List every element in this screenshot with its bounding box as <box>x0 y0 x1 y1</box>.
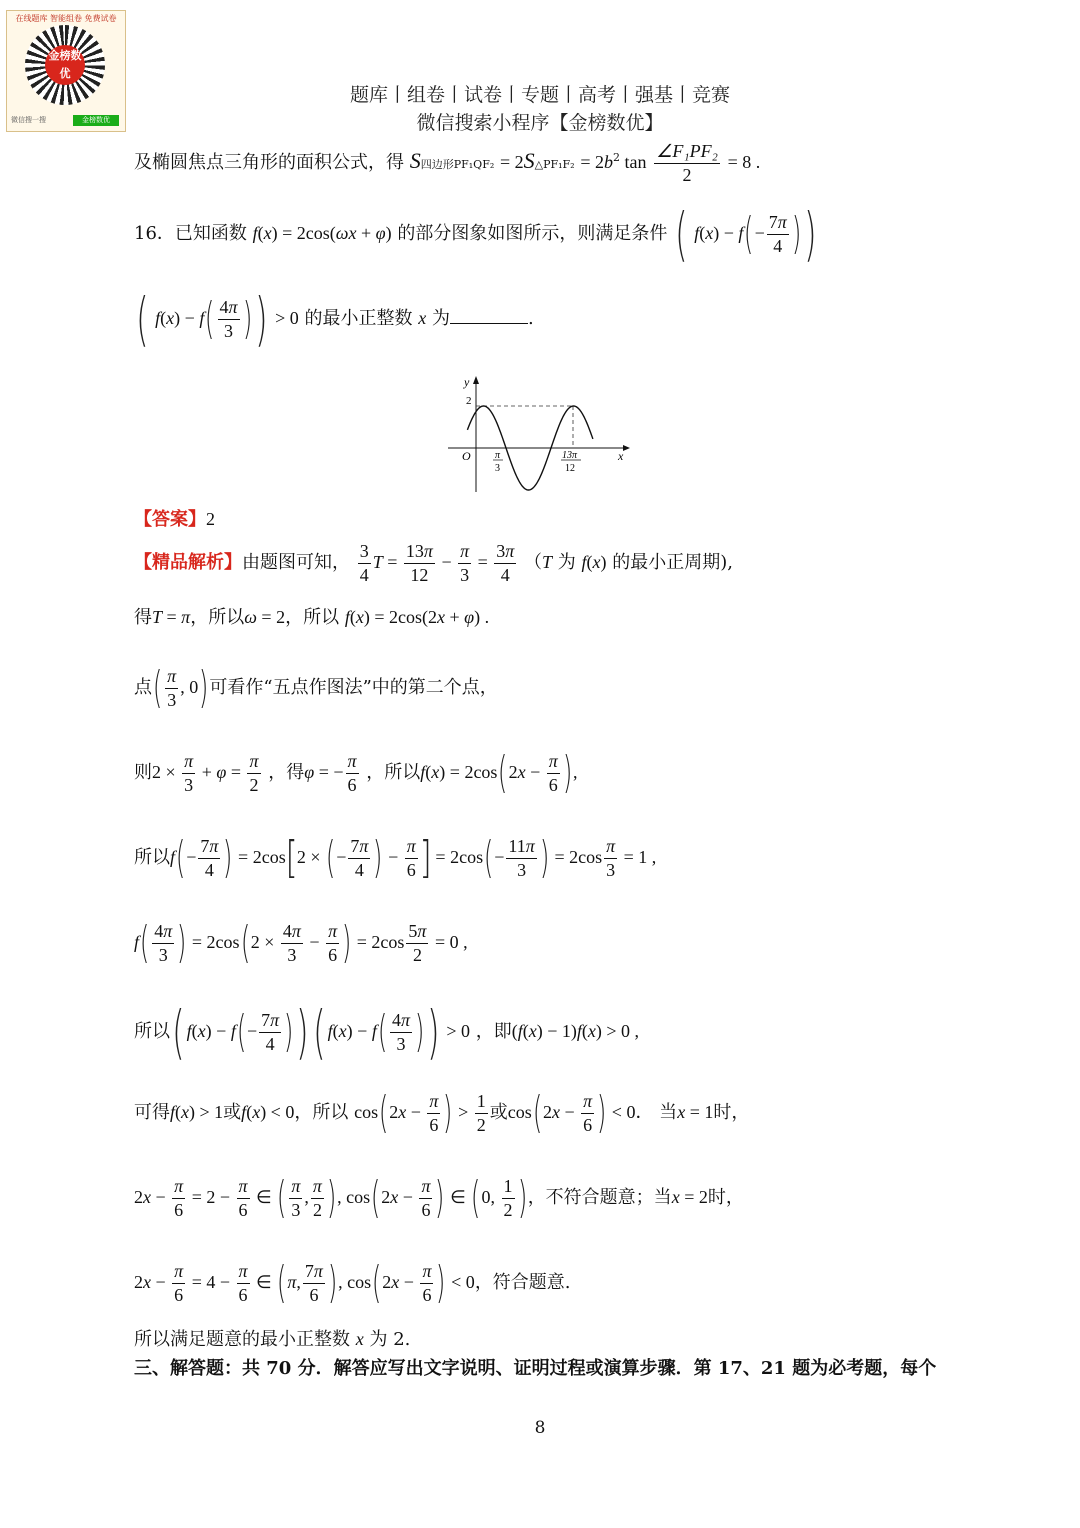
solution-label: 【精品解析】 <box>134 552 242 573</box>
x-axis-arrow <box>623 445 630 451</box>
x-tick-2-num: 13π <box>562 450 578 461</box>
qr-bottom-right: 金榜数优 <box>73 115 119 126</box>
y-axis-arrow <box>473 376 479 384</box>
solution-line-5: 所以f(− $\frac{7\pi}{4}$ ) = 2cos[2 × (− $\frac{7\pi}{4}$ ) − $\frac{\pi}{6}$ ] = 2cos(− $\frac{11\pi}{3}$ ) = 2cos $\frac{\pi}{3}$ = 1 , <box>134 832 657 883</box>
answer-line <box>134 507 215 532</box>
solution-line-11: 所以满足题意的最小正整数 x 为 2. <box>134 1329 411 1350</box>
question-number: 16． <box>134 223 175 244</box>
solution-line-1: 【精品解析】由题图可知， $\frac{3}{4}$ T = $\frac{13\pi}{12}$ − $\frac{\pi}{3}$ = $\frac{3\pi}{4}$ （T 为 f(x) 的最小正周期), <box>134 541 734 585</box>
answer-value: 2 <box>206 509 215 529</box>
solution-line-7: 所以( f(x) − f(− $\frac{7\pi}{4}$ ))( f(x) − f( $\frac{4\pi}{3}$ )) > 0 ，即(f(x) − 1)f(x) > 0 , <box>134 998 640 1066</box>
section-heading: 三、解答题：共 70 分．解答应写出文字说明、证明过程或演算步骤．第 17、21 题为必考题，每个 <box>134 1358 937 1379</box>
qr-logo: 金榜数优 <box>45 45 85 85</box>
x-axis-label: x <box>618 449 624 463</box>
solution-line-9: 2x − $\frac{\pi}{6}$ = 2 − $\frac{\pi}{6}$ ∈ ( $\frac{\pi}{3}$ , $\frac{\pi}{2}$ ), cos(2x − $\frac{\pi}{6}$ ) ∈ (0, $\frac{1}{2}$ )，不符合题意；当x = 2时， <box>134 1172 744 1223</box>
answer-label: 【答案】 <box>134 509 206 530</box>
y-axis-label: y <box>464 375 470 389</box>
header-line-2: 微信搜索小程序【金榜数优】 <box>416 112 664 134</box>
question-16-line-1: 16．已知函数 f(x) = 2cos(ωx + φ) 的部分图象如图所示，则满足条件 ( f(x) − f(− $\frac{7\pi}{4}$ )) <box>134 200 817 268</box>
header-line-1: 题库丨组卷丨试卷丨专题丨高考丨强基丨竞赛 <box>349 84 730 106</box>
solution-line-2: 得T = π，所以ω = 2，所以 f(x) = 2cos(2x + φ) . <box>134 607 490 628</box>
y-tick-label: 2 <box>466 395 472 407</box>
x-tick-1-num: π <box>495 450 501 461</box>
x-tick-1-den: 3 <box>495 463 500 474</box>
solution-line-4: 则2 × $\frac{\pi}{3}$ + φ = $\frac{\pi}{2}$ ，得φ = − $\frac{\pi}{6}$ ，所以f(x) = 2cos(2x − $\frac{\pi}{6}$ ), <box>134 747 578 798</box>
solution-line-10: 2x − $\frac{\pi}{6}$ = 4 − $\frac{\pi}{6}$ ∈ (π, $\frac{7\pi}{6}$ ), cos(2x − $\frac{\pi}{6}$ ) < 0，符合题意. <box>134 1257 571 1308</box>
answer-blank <box>450 323 528 324</box>
x-tick-2-den: 12 <box>565 463 575 474</box>
ellipse-area-line: 及椭圆焦点三角形的面积公式，得 S四边形PF₁QF₂ = 2S△PF₁F₂ = $2b^2$ tan $\frac{\text{∠F₁PF₂}}{2}$ = 8 . <box>134 141 761 185</box>
solution-line-3: 点( $\frac{\pi}{3}$ , 0)可看作“五点作图法”中的第二个点， <box>134 662 498 713</box>
cosine-graph <box>440 372 640 498</box>
page-number: 8 <box>534 1418 546 1438</box>
solution-line-8: 可得f(x) > 1或f(x) < 0，所以 cos(2x − $\frac{\pi}{6}$ ) > $\frac{1}{2}$ 或cos(2x − $\frac{\pi}{6}$ ) < 0． 当x = 1时， <box>134 1087 750 1138</box>
qr-top-text: 在线题库 智能组卷 免费试卷 <box>15 14 117 23</box>
solution-line-6: f( $\frac{4\pi}{3}$ ) = 2cos(2 × $\frac{4\pi}{3}$ − $\frac{\pi}{6}$ ) = 2cos $\frac{5\pi}{2}$ = 0 , <box>134 917 468 968</box>
question-16-line-2: ( f(x) − f( $\frac{4\pi}{3}$ )) > 0 的最小正整数 x 为 . <box>136 285 534 353</box>
origin-label: O <box>462 449 471 463</box>
qr-bottom-left: 微信搜一搜 <box>11 116 46 124</box>
